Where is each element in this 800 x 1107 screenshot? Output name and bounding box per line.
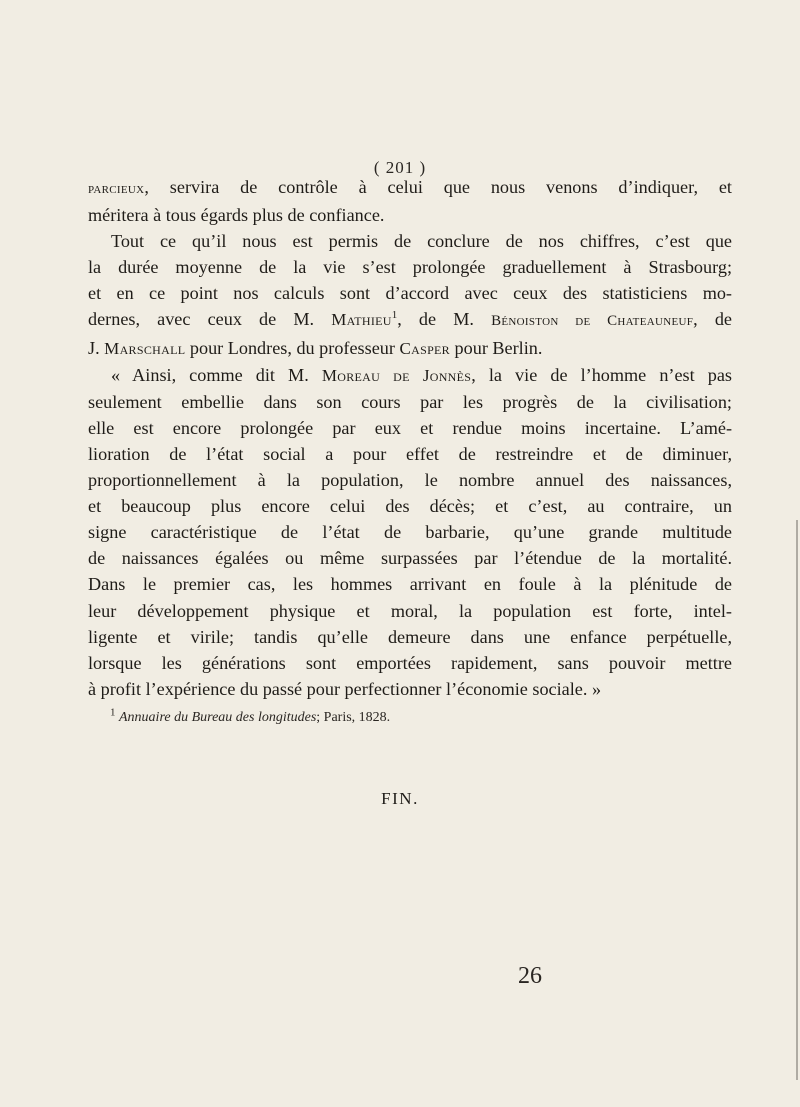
text-line: Tout ce qu’il nous est permis de conclure de nos chiffres, c’est que — [111, 231, 732, 252]
text-line: et beaucoup plus encore celui des décès; et c’est, au contraire, un — [88, 496, 732, 517]
footnote — [110, 706, 391, 726]
text-line: à profit l’expérience du passé pour perfectionner l’économie sociale. » — [88, 678, 602, 699]
text-line: et en ce point nos calculs sont d’accord avec ceux des statisticiens mo- — [88, 283, 732, 304]
text-line: lorsque les générations sont emportées rapidement, sans pouvoir mettre — [88, 652, 732, 673]
author-name-casper: Casper — [399, 338, 450, 358]
text-line: proportionnellement à la population, le nombre annuel des naissances, — [88, 470, 732, 491]
author-name-marschall: Marschall — [104, 338, 186, 358]
signature-mark: 26 — [518, 963, 542, 989]
text-line: Dans le premier cas, les hommes arrivant en foule à la plénitude de — [88, 574, 732, 595]
text-line: leur développement physique et moral, la population est forte, intel- — [88, 600, 732, 621]
text-line: signe caractéristique de l’état de barbarie, qu’une grande multitude — [88, 522, 732, 543]
text-line: seulement embellie dans son cours par les progrès de la civilisation; — [88, 391, 732, 412]
page-number-header: ( 201 ) — [373, 158, 427, 177]
author-name-benoiston: Bénoiston de Chateauneuf — [491, 313, 694, 330]
footnote-title: Annuaire du Bureau des longitudes — [119, 710, 317, 725]
footnote-details: ; Paris, 1828. — [316, 710, 391, 725]
text-line: J. Marschall pour Londres, du professeur Casper pour Berlin. — [88, 337, 543, 358]
text-line: parcieux, servira de contrôle à celui que nous venons d’indiquer, et — [88, 177, 732, 197]
author-name-mathieu: Mathieu — [331, 310, 392, 330]
footnote-number: 1 — [110, 706, 116, 719]
body-text — [88, 174, 732, 702]
footnote-ref: 1 — [391, 309, 398, 322]
fin-label: FIN. — [381, 789, 419, 808]
text-line: méritera à tous égards plus de confiance. — [88, 205, 385, 226]
text-line: elle est encore prolongée par eux et rendue moins incertaine. L’amé- — [88, 417, 732, 438]
author-name-moreau: Moreau de Jonnès — [321, 365, 472, 385]
author-name-parcieux: parcieux — [88, 181, 145, 197]
text-line: dernes, avec ceux de M. Mathieu$^1$, de M. Bénoiston de Chateauneuf, de — [88, 309, 732, 330]
text-line: la durée moyenne de la vie s’est prolongée graduellement à Strasbourg; — [88, 257, 732, 278]
text-line: ligente et virile; tandis qu’elle demeure dans une enfance perpétuelle, — [88, 626, 732, 647]
page-edge-shadow — [796, 520, 798, 1080]
text-line: de naissances égalées ou même surpassées par l’étendue de la mortalité. — [88, 548, 732, 569]
text-line: « Ainsi, comme dit M. Moreau de Jonnès, la vie de l’homme n’est pas — [111, 364, 732, 385]
text-line: lioration de l’état social a pour effet de restreindre et de diminuer, — [88, 443, 732, 464]
